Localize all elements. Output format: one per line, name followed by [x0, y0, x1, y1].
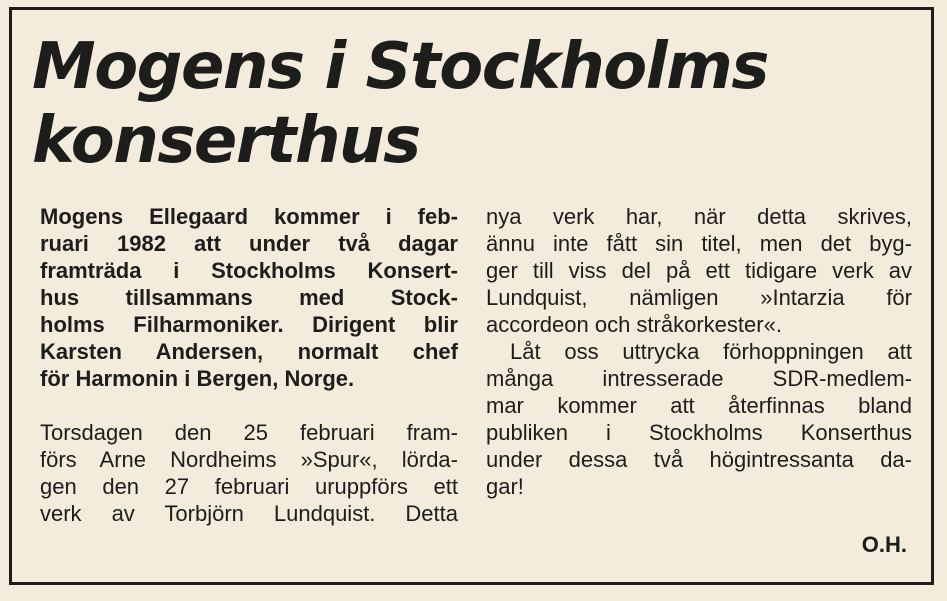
- lead-paragraph: [40, 203, 458, 392]
- lead-line: holms Filharmoniker. Dirigent blir: [40, 312, 458, 337]
- body-line: mar kommer att återfinnas bland: [486, 393, 912, 418]
- headline-line-1: Mogens i Stockholms: [32, 30, 768, 104]
- body-line: Lundquist, nämligen »Intarzia för: [486, 285, 912, 310]
- lead-line: framträda i Stockholms Konsert-: [40, 258, 458, 283]
- body-line: Låt oss uttrycka förhoppningen att: [510, 339, 912, 364]
- article-headline: [32, 30, 768, 178]
- body-line: under dessa två högintressanta da-: [486, 447, 912, 472]
- body-line: accordeon och stråkorkester«.: [486, 312, 782, 337]
- body-line: ger till viss del på ett tidigare verk av: [486, 258, 912, 283]
- lead-line: ruari 1982 att under två dagar: [40, 231, 458, 256]
- body-paragraph-2: [486, 203, 912, 338]
- body-line: gar!: [486, 474, 524, 499]
- lead-line: Karsten Andersen, normalt chef: [40, 339, 458, 364]
- lead-line: för Harmonin i Bergen, Norge.: [40, 366, 355, 391]
- body-paragraph-1: [40, 419, 458, 527]
- body-line: Torsdagen den 25 februari fram-: [40, 420, 458, 445]
- body-line: nya verk har, när detta skrives,: [486, 204, 912, 229]
- body-line: publiken i Stockholms Konserthus: [486, 420, 912, 445]
- lead-line: hus tillsammans med Stock-: [40, 285, 458, 310]
- body-line: förs Arne Nordheims »Spur«, lörda-: [40, 447, 458, 472]
- body-paragraph-3: [486, 338, 912, 500]
- left-column: [40, 203, 458, 527]
- headline-line-2: konserthus: [32, 104, 420, 178]
- lead-line: Mogens Ellegaard kommer i feb-: [40, 204, 458, 229]
- body-line: verk av Torbjörn Lundquist. Detta: [40, 501, 458, 526]
- body-line: ännu inte fått sin titel, men det byg-: [486, 231, 912, 256]
- author-signature: O.H.: [861, 532, 907, 557]
- body-line: gen den 27 februari uruppförs ett: [40, 474, 458, 499]
- body-line: många intresserade SDR-medlem-: [486, 366, 912, 391]
- right-column: [486, 203, 912, 500]
